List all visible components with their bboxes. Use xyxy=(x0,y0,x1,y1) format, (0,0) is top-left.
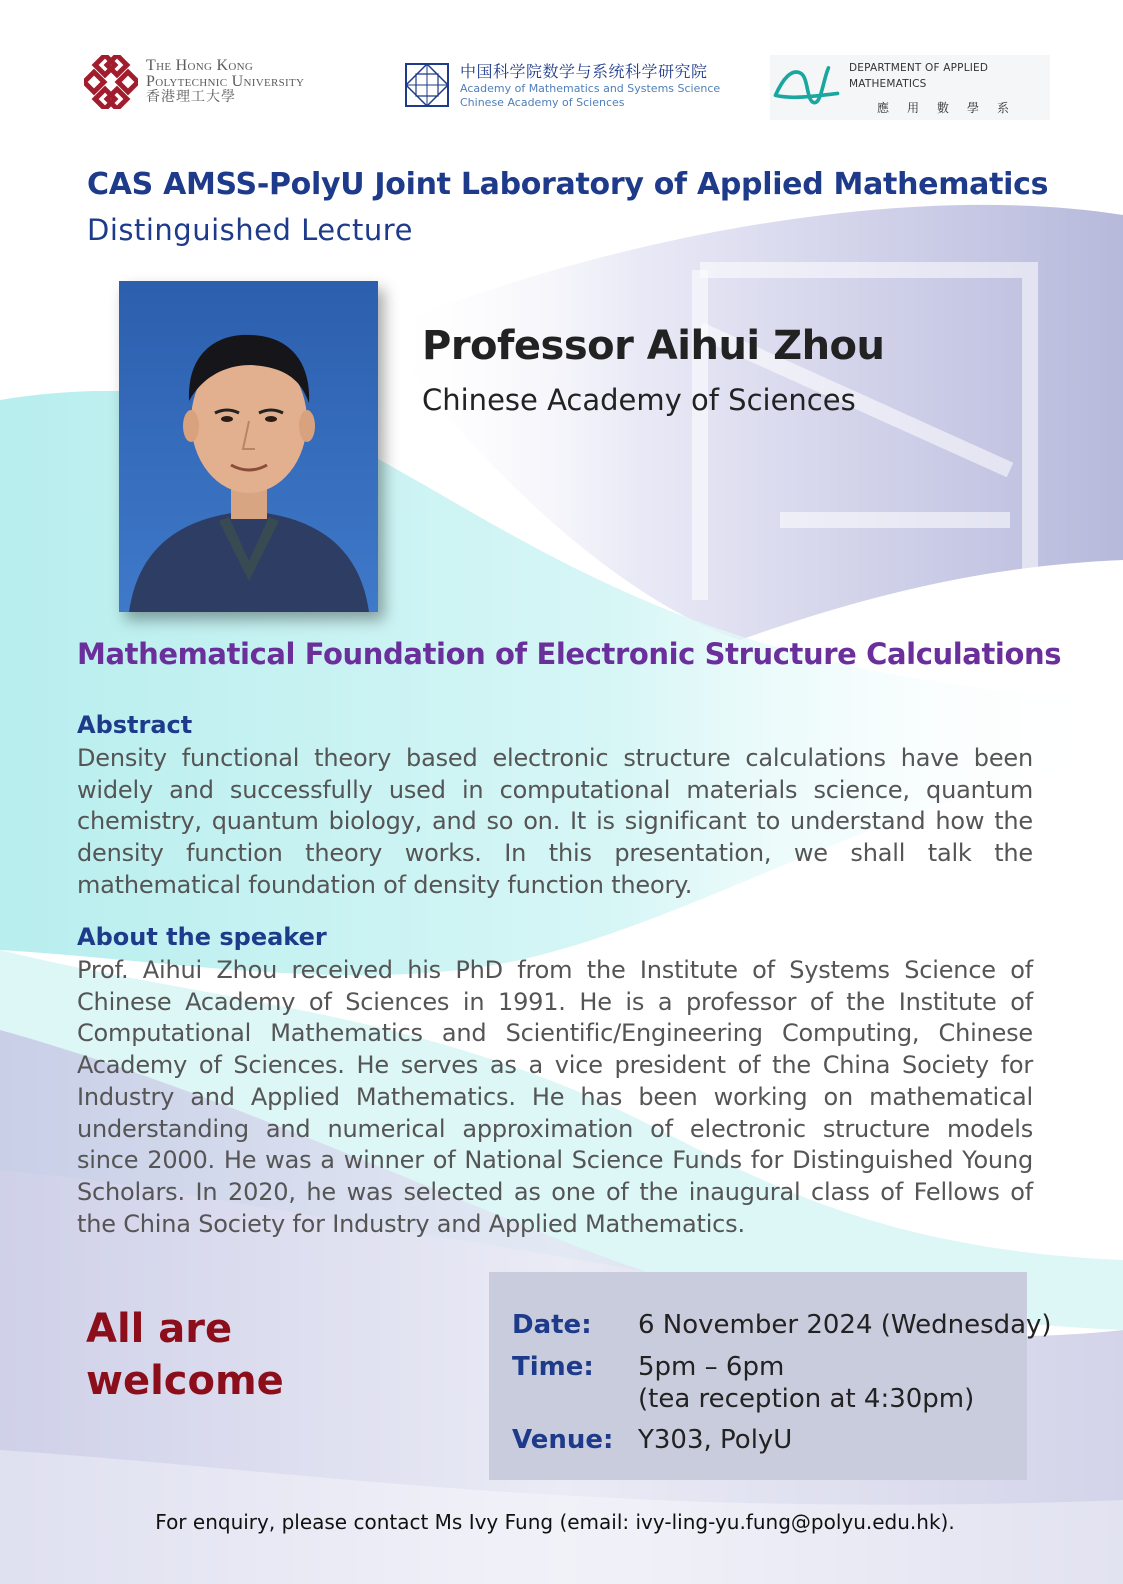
ama-english: DEPARTMENT OF APPLIED MATHEMATICS xyxy=(849,61,989,90)
amss-logo xyxy=(404,62,720,110)
date-value: 6 November 2024 (Wednesday) xyxy=(638,1310,1052,1340)
enquiry-footer: For enquiry, please contact Ms Ivy Fung (email: ivy-ling-yu.fung@polyu.edu.hk). xyxy=(155,1510,955,1534)
polyu-wordmark xyxy=(146,58,304,106)
welcome-message xyxy=(86,1303,284,1407)
time-value: 5pm – 6pm xyxy=(638,1352,785,1382)
date-label: Date: xyxy=(512,1310,592,1340)
venue-value: Y303, PolyU xyxy=(638,1425,793,1455)
speaker-affiliation: Chinese Academy of Sciences xyxy=(422,383,856,417)
time-label: Time: xyxy=(512,1352,594,1382)
talk-title: Mathematical Foundation of Electronic Structure Calculations xyxy=(77,637,1062,671)
ama-logo xyxy=(770,55,1050,120)
amss-square-icon xyxy=(404,62,450,108)
venue-label: Venue: xyxy=(512,1425,614,1455)
welcome-line2: welcome xyxy=(86,1358,284,1404)
polyu-line1: The Hong Kong xyxy=(146,57,254,74)
ama-wave-icon xyxy=(770,58,843,118)
about-text: Prof. Aihui Zhou received his PhD from the Institute of Systems Science of Chinese Academy of Sciences in 1991. He is a professor of the Institute of Computational Mathematics and Scientific/Engineering Computing, Chinese Academy of Sciences. He serves as a vice president of the China Society for Industry and Applied Mathematics. He has been working on mathematical understanding and numerical approximation of electronic structure models since 2000. He was a winner of National Science Funds for Distinguished Young Scholars. In 2020, he was selected as one of the inaugural class of Fellows of the China Society for Industry and Applied Mathematics. xyxy=(77,956,1033,1238)
welcome-line1: All are xyxy=(86,1306,233,1352)
time-note: (tea reception at 4:30pm) xyxy=(638,1384,975,1414)
amss-english-line1: Academy of Mathematics and Systems Science xyxy=(460,82,721,95)
ama-chinese: 應用數學系 xyxy=(877,100,1028,115)
polyu-knot-icon xyxy=(84,55,138,109)
about-heading: About the speaker xyxy=(77,923,327,951)
event-details-box xyxy=(489,1272,1052,1480)
amss-chinese-name: 中国科学院数学与系统科学研究院 xyxy=(460,62,708,81)
speaker-photo xyxy=(119,281,378,612)
speaker-name: Professor Aihui Zhou xyxy=(422,323,885,369)
abstract-text: Density functional theory based electronic structure calculations have been widely and successfully used in computational materials science, quantum chemistry, quantum biology, and so on. It is significant to understand how the density function theory works. In this presentation, we shall talk the mathematical foundation of density function theory. xyxy=(77,744,1033,899)
ama-wordmark xyxy=(849,60,1050,116)
speaker-portrait xyxy=(119,281,378,612)
amss-english-line2: Chinese Academy of Sciences xyxy=(460,96,625,109)
lecture-subtitle: Distinguished Lecture xyxy=(87,213,413,247)
amss-wordmark xyxy=(460,62,720,110)
lab-title: CAS AMSS-PolyU Joint Laboratory of Applied Mathematics xyxy=(87,167,1049,202)
abstract-heading: Abstract xyxy=(77,711,193,739)
polyu-logo xyxy=(84,55,304,109)
polyu-line3: 香港理工大學 xyxy=(146,90,236,105)
polyu-line2: Polytechnic University xyxy=(146,73,305,90)
